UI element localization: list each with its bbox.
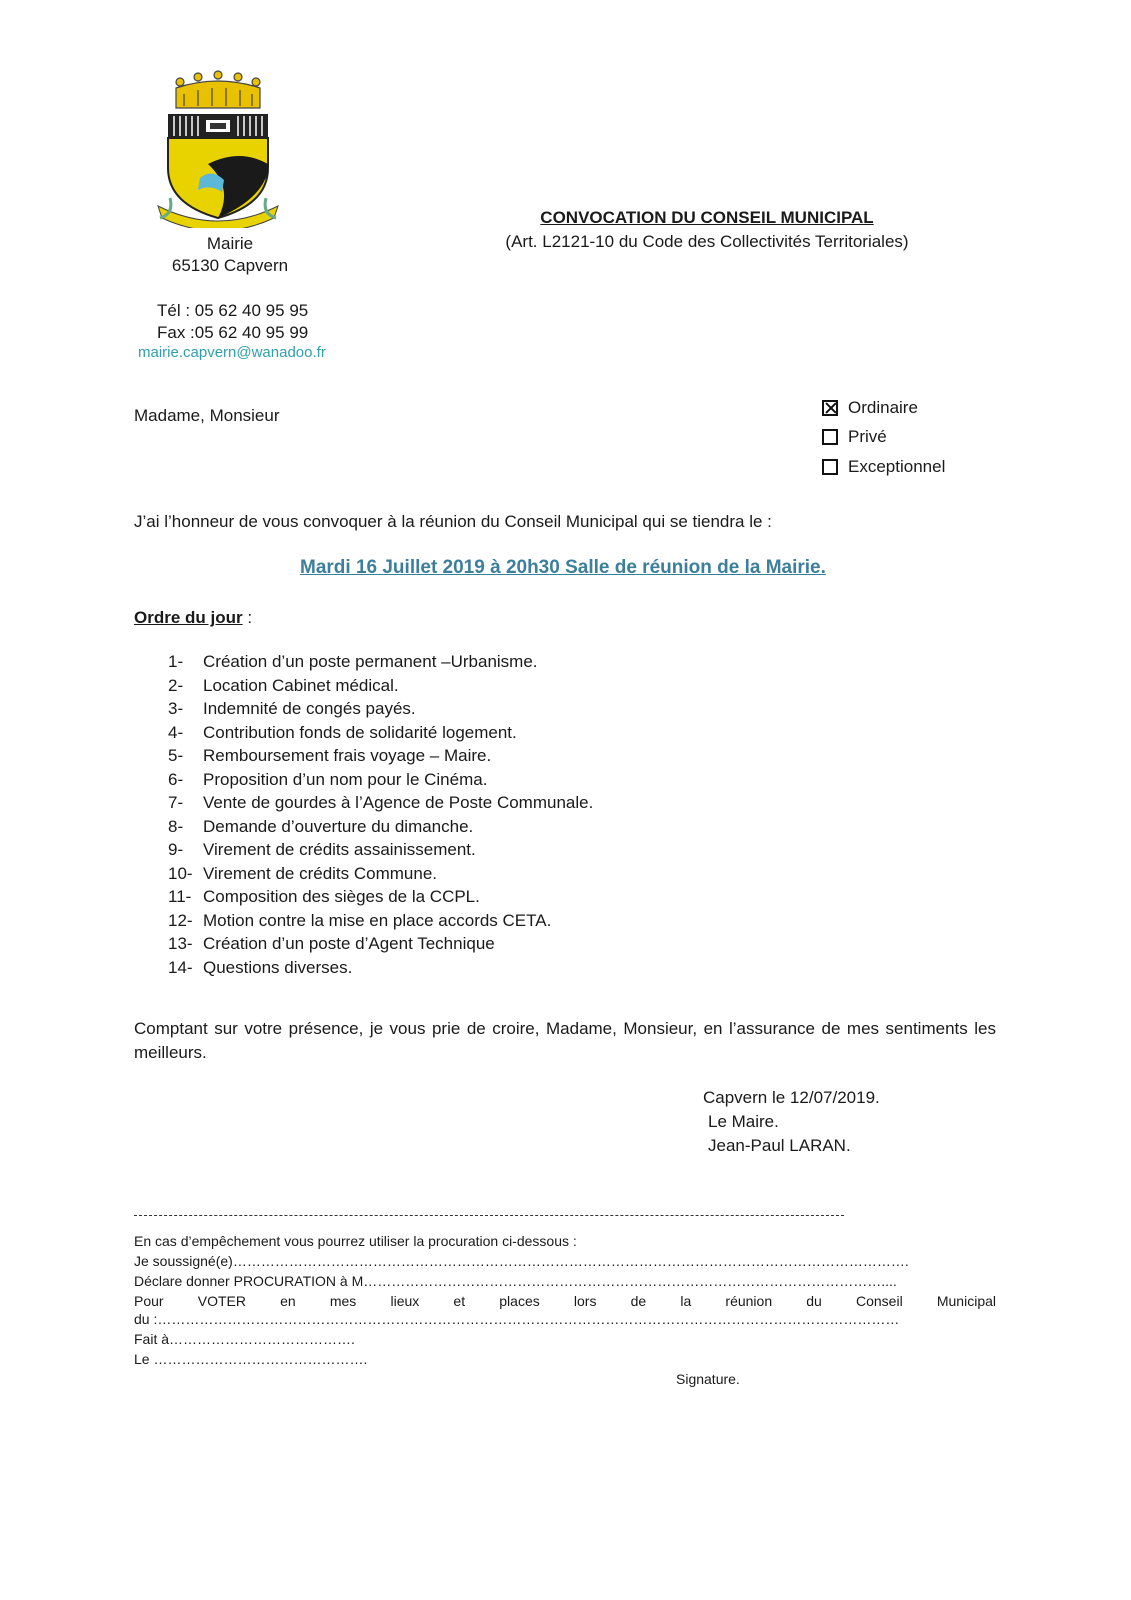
word: et (453, 1293, 466, 1309)
agenda-item (168, 744, 593, 768)
salutation: Madame, Monsieur (134, 406, 280, 425)
meeting-date-location: Mardi 16 Juillet 2019 à 20h30 Salle de réunion de la Mairie. (300, 557, 826, 578)
item-number: 1- (168, 652, 184, 671)
closing-paragraph: Comptant sur votre présence, je vous prie de croire, Madame, Monsieur, en l’assurance de mes sentiments les meilleurs. (134, 1019, 996, 1062)
agenda-heading (134, 608, 252, 628)
item-number: 11- (168, 887, 192, 906)
item-number: 13- (168, 934, 193, 953)
agenda-item (168, 815, 593, 839)
item-number: 5- (168, 746, 184, 765)
procuration-signature-label: Signature. (676, 1371, 740, 1387)
agenda-item (168, 956, 593, 980)
empty-box-icon (822, 459, 838, 475)
word: lors (573, 1293, 597, 1309)
item-text: Questions diverses. (203, 957, 353, 977)
town-hall-label: Mairie (206, 234, 254, 253)
checkbox-ordinaire[interactable] (822, 397, 918, 419)
item-text: Création d’un poste d’Agent Technique (203, 934, 495, 953)
word: Municipal (936, 1293, 996, 1309)
document-subtitle: (Art. L2121-10 du Code des Collectivités Territoriales) (505, 232, 909, 251)
item-text: Composition des sièges de la CCPL. (203, 887, 480, 906)
procuration-signed-date-field[interactable]: Le ………………………………………. (134, 1351, 368, 1367)
procuration-vote-line (134, 1292, 996, 1310)
word: Conseil (856, 1293, 903, 1309)
word: de (630, 1293, 647, 1309)
agenda-title: Ordre du jour (134, 608, 243, 627)
town-hall-address: 65130 Capvern (171, 256, 289, 275)
intro-paragraph: J’ai l’honneur de vous convoquer à la réunion du Conseil Municipal qui se tiendra le : (134, 512, 772, 531)
item-text: Motion contre la mise en place accords CETA. (203, 910, 552, 930)
agenda-item (168, 697, 593, 721)
agenda-item (168, 791, 593, 815)
agenda-item (168, 909, 593, 933)
item-number: 10- (168, 863, 193, 883)
agenda-item (168, 650, 593, 674)
word: du (806, 1293, 822, 1309)
item-text: Proposition d’un nom pour le Cinéma. (203, 769, 488, 789)
item-number: 6- (168, 769, 184, 789)
item-number: 3- (168, 699, 184, 718)
signature-name: Jean-Paul LARAN. (708, 1136, 851, 1155)
word: en (280, 1293, 296, 1309)
item-text: Contribution fonds de solidarité logement. (203, 722, 517, 742)
agenda-title-suffix: : (242, 608, 253, 627)
item-text: Virement de crédits Commune. (203, 863, 438, 883)
coat-of-arms-logo (150, 68, 290, 228)
agenda-item (168, 932, 593, 956)
empty-box-icon (822, 429, 838, 445)
word: places (499, 1293, 540, 1309)
item-number: 9- (168, 840, 184, 859)
item-text: Demande d’ouverture du dimanche. (203, 816, 474, 836)
item-number: 12- (168, 910, 193, 930)
checkbox-label: Ordinaire (848, 398, 918, 417)
item-number: 14- (168, 957, 193, 977)
procuration-proxy-field[interactable]: Déclare donner PROCURATION à M………………………………………………………………………………………………….... (134, 1273, 897, 1289)
word: la (680, 1293, 692, 1309)
checkbox-prive[interactable] (822, 426, 887, 448)
phone-number: Tél : 05 62 40 95 95 (157, 301, 309, 320)
agenda-item (168, 885, 593, 909)
word: réunion (725, 1293, 773, 1309)
fax-number: Fax :05 62 40 95 99 (157, 323, 309, 342)
item-text: Vente de gourdes à l’Agence de Poste Communale. (203, 793, 594, 812)
agenda-item (168, 862, 593, 886)
agenda-item (168, 674, 593, 698)
item-text: Remboursement frais voyage – Maire. (203, 746, 492, 765)
checkbox-label: Privé (848, 427, 887, 446)
agenda-item (168, 768, 593, 792)
procuration-undersigned-field[interactable]: Je soussigné(e)………………………………………………………………………………………………………………………………. (134, 1253, 909, 1269)
cut-line-divider (134, 1215, 844, 1216)
document-title: CONVOCATION DU CONSEIL MUNICIPAL (540, 208, 874, 227)
word: Pour (134, 1293, 164, 1309)
item-number: 4- (168, 722, 184, 742)
item-text: Indemnité de congés payés. (203, 699, 416, 718)
procuration-intro: En cas d’empêchement vous pourrez utiliser la procuration ci-dessous : (134, 1233, 577, 1249)
word: lieux (390, 1293, 420, 1309)
agenda-list (168, 650, 593, 979)
checked-box-icon (822, 400, 838, 416)
agenda-item (168, 721, 593, 745)
checkbox-label: Exceptionnel (848, 457, 946, 476)
item-text: Virement de crédits assainissement. (203, 840, 476, 859)
signature-place-date: Capvern le 12/07/2019. (703, 1088, 880, 1107)
signature-role: Le Maire. (708, 1112, 779, 1131)
item-text: Création d’un poste permanent –Urbanisme. (203, 652, 538, 671)
email-link[interactable]: mairie.capvern@wanadoo.fr (138, 344, 326, 361)
item-number: 7- (168, 793, 184, 812)
item-number: 2- (168, 675, 184, 695)
procuration-place-field[interactable]: Fait à…………………………………. (134, 1331, 355, 1347)
item-text: Location Cabinet médical. (203, 675, 399, 695)
checkbox-exceptionnel[interactable] (822, 456, 945, 478)
word: VOTER (197, 1293, 246, 1309)
procuration-date-field[interactable]: du :…………………………………………………………………………………………………………………………………………… (134, 1311, 900, 1327)
item-number: 8- (168, 816, 184, 836)
word: mes (329, 1293, 357, 1309)
agenda-item (168, 838, 593, 862)
